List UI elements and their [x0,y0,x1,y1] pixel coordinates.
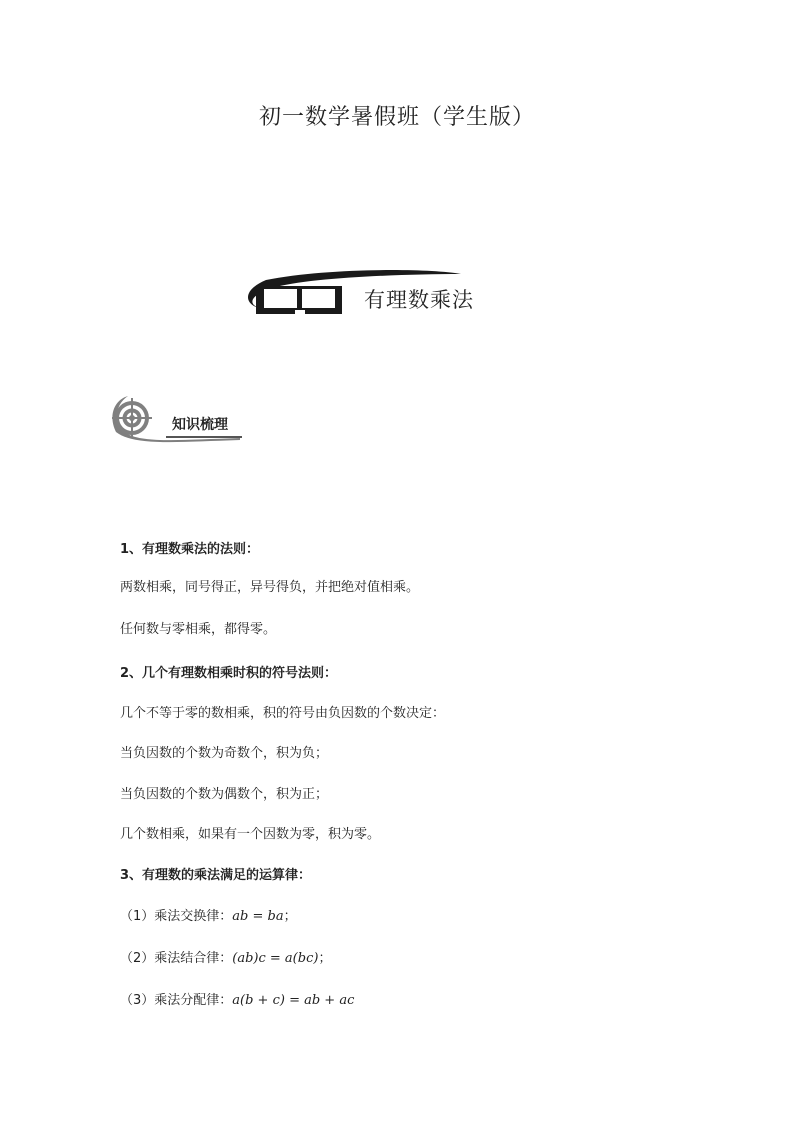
section-title: 知识梳理 [172,417,228,433]
paragraph-sign-intro: 几个不等于零的数相乘，积的符号由负因数的个数决定： [120,706,446,721]
paragraph-even-positive: 当负因数的个数为偶数个，积为正； [120,787,329,802]
law-label: （1）乘法交换律： [120,909,233,924]
chapter-title: 有理数乘法 [364,288,474,312]
heading-sign-rule: 2、几个有理数相乘时积的符号法则： [120,666,338,681]
law-formula: a(b + c) = ab + ac [232,993,355,1008]
law-distributive [120,989,354,1008]
document-title: 初一数学暑假班（学生版） [258,105,535,130]
open-book-icon [256,286,342,315]
law-end: ； [318,951,332,966]
paragraph-odd-negative: 当负因数的个数为奇数个，积为负； [120,746,329,761]
heading-laws: 3、有理数的乘法满足的运算律： [120,868,312,883]
paragraph-zero-factor: 几个数相乘，如果有一个因数为零，积为零。 [120,827,381,842]
law-label: （2）乘法结合律： [120,951,233,966]
heading-multiplication-rule: 1、有理数乘法的法则： [120,542,260,557]
paragraph-rule-sign: 两数相乘，同号得正，异号得负，并把绝对值相乘。 [120,580,420,595]
law-associative [120,947,331,966]
paragraph-rule-zero: 任何数与零相乘，都得零。 [120,622,277,637]
law-formula: (ab)c = a(bc) [232,951,319,966]
law-end: ； [283,909,297,924]
law-label: （3）乘法分配律： [120,993,233,1008]
law-formula: ab = ba [232,909,284,924]
law-commutative [120,905,297,924]
